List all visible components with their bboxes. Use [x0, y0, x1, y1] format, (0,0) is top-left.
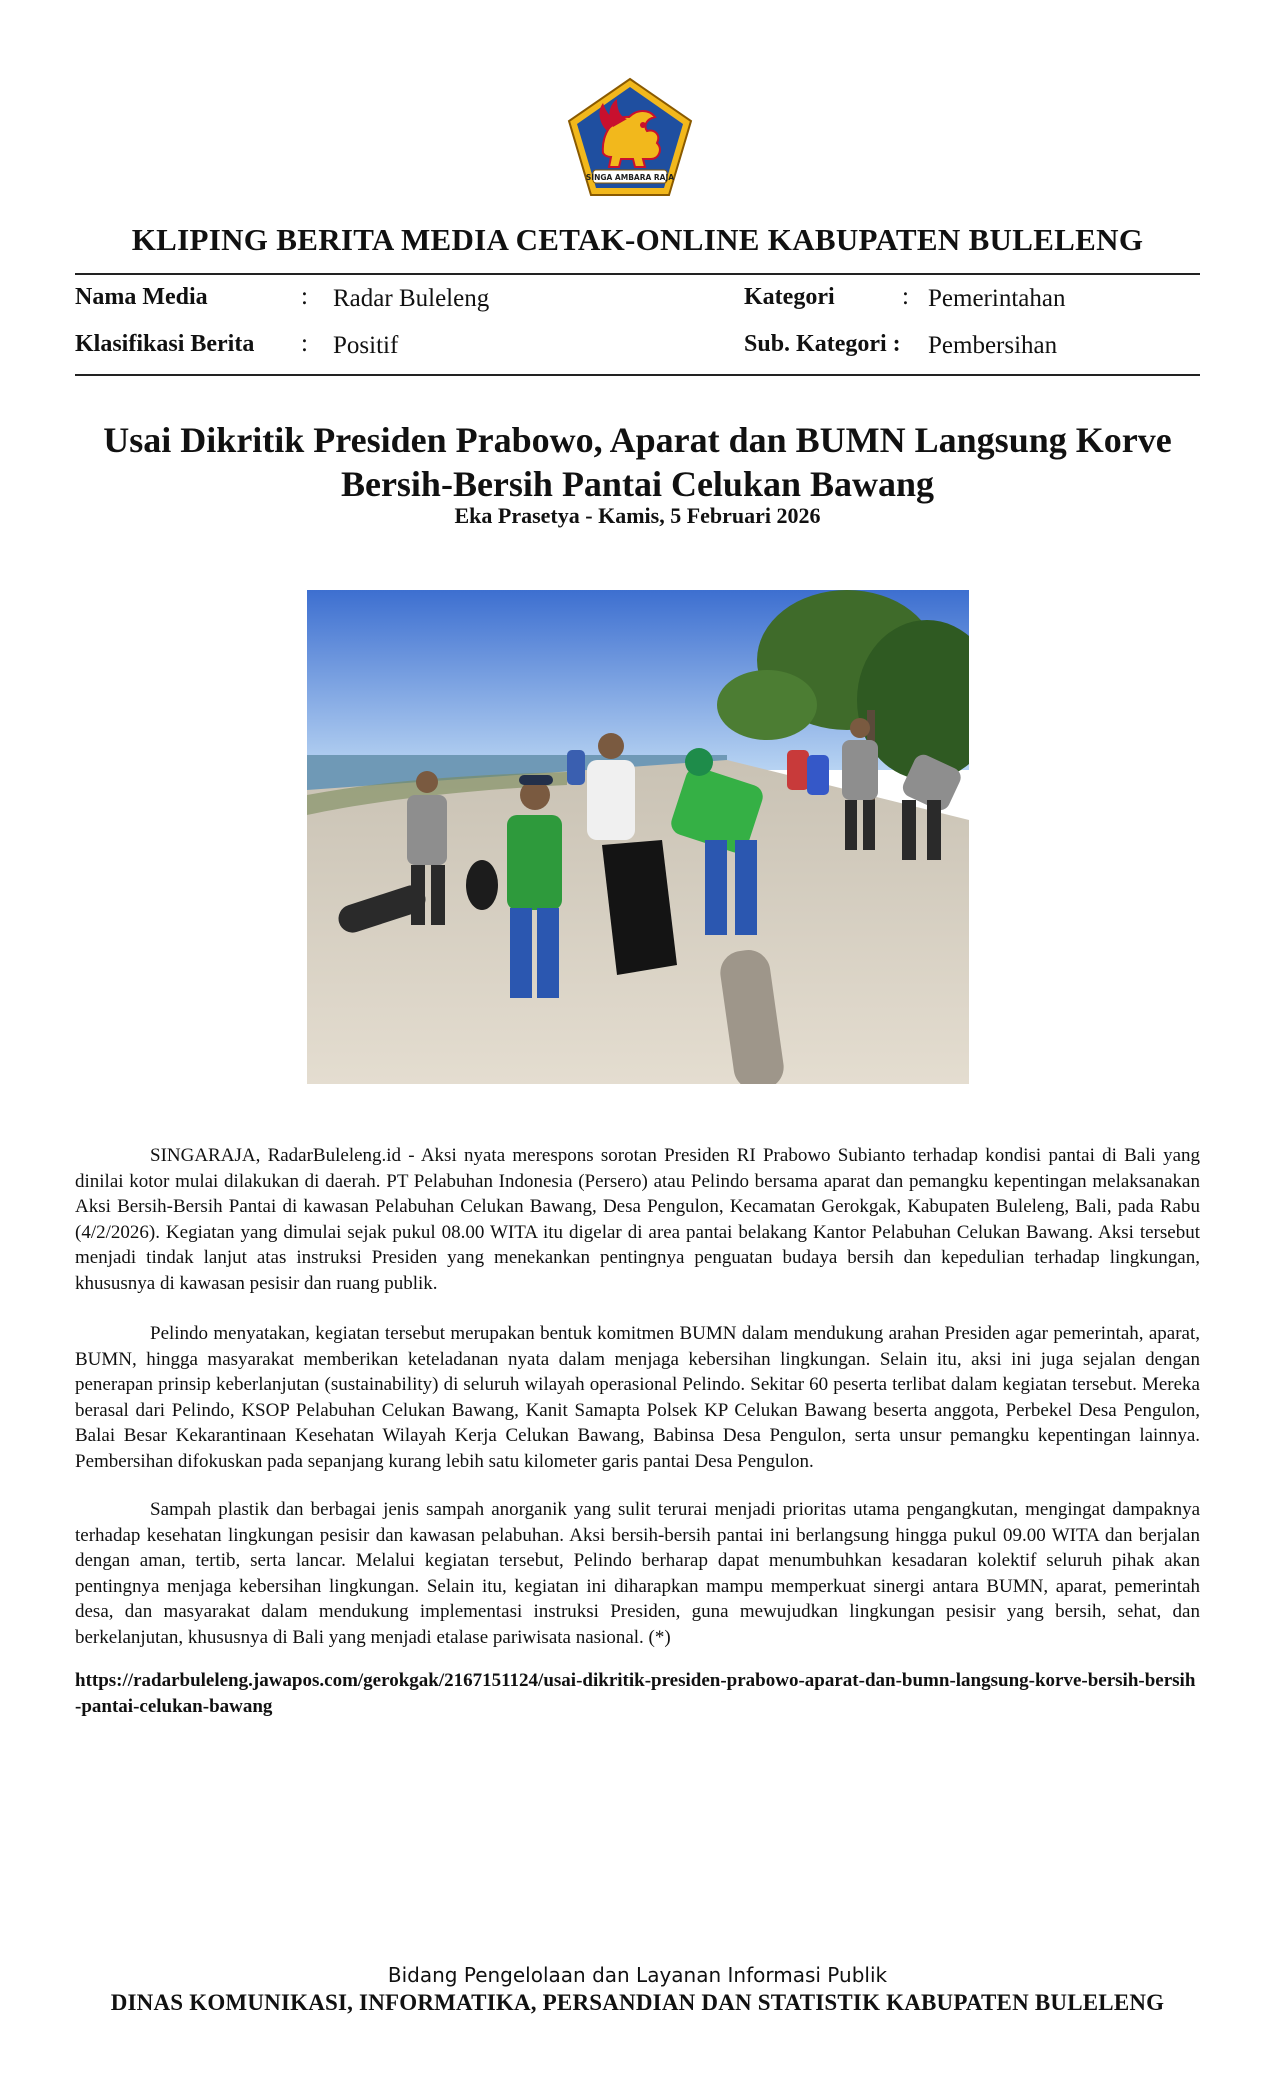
article-paragraph-2: Pelindo menyatakan, kegiatan tersebut merupakan bentuk komitmen BUMN dalam mendukung arahan Presiden agar pemerintah, aparat, BUMN, hingga masyarakat memberikan keteladanan nyata dalam menjaga kebersihan lingkungan. Selain itu, aksi ini juga sejalan dengan penerapan prinsip keberlanjutan (sustainability) di seluruh wilayah operasional Pelindo. Sekitar 60 peserta terlibat dalam kegiatan tersebut. Mereka berasal dari Pelindo, KSOP Pelabuhan Celukan Bawang, Kanit Samapta Polsek KP Celukan Bawang beserta anggota, Perbekel Desa Pengulon, Balai Besar Kekarantinaan Kesehatan Wilayah Kerja Celukan Bawang, Babinsa Desa Pengulon, serta unsur pemangku kepentingan lainnya. Pembersihan difokuskan pada sepanjang kurang lebih satu kilometer garis pantai Desa Pengulon. [75, 1323, 1200, 1472]
article-paragraph-1: SINGARAJA, RadarBuleleng.id - Aksi nyata merespons sorotan Presiden RI Prabowo Subianto terhadap kondisi pantai di Bali yang dinilai kotor mulai dilakukan di daerah. PT Pelabuhan Indonesia (Persero) atau Pelindo bersama aparat dan pemangku kepentingan melaksanakan Aksi Bersih-Bersih Pantai di kawasan Pelabuhan Celukan Bawang, Desa Pengulon, Kecamatan Gerokgak, Kabupaten Buleleng, Bali, pada Rabu (4/2/2026). Kegiatan yang dimulai sejak pukul 08.00 WITA itu digelar di area pantai belakang Kantor Pelabuhan Celukan Bawang. Aksi tersebut menjadi tindak lanjut atas instruksi Presiden yang menekankan pentingnya penguatan budaya bersih dan kepedulian terhadap lingkungan, khususnya di kawasan pesisir dan ruang publik. [75, 1145, 1200, 1294]
article-photo [307, 590, 969, 1084]
emblem-motto: SINGA AMBARA RAJA [585, 173, 675, 182]
kategori-value: Pemerintahan [928, 285, 1066, 312]
nama-media-value: Radar Buleleng [333, 285, 490, 312]
klasifikasi-label: Klasifikasi Berita [75, 331, 255, 357]
article-title-line1: Usai Dikritik Presiden Prabowo, Aparat dan BUMN Langsung Korve [103, 420, 1172, 460]
source-url-link[interactable]: https://radarbuleleng.jawapos.com/gerokgak/2167151124/usai-dikritik-presiden-prabowo-aparat-dan-bumn-langsung-korve-bersih-bersih-pantai-celukan-bawang [75, 1670, 1196, 1717]
nama-media-label: Nama Media [75, 284, 208, 310]
article-title [75, 418, 1200, 506]
meta-bottom-divider [75, 374, 1200, 376]
kategori-label: Kategori [744, 284, 835, 310]
footer-agency: DINAS KOMUNIKASI, INFORMATIKA, PERSANDIAN DAN STATISTIK KABUPATEN BULELENG [110, 1990, 1165, 2015]
article-byline: Eka Prasetya - Kamis, 5 Februari 2026 [454, 503, 821, 528]
beach-cleanup-photo [307, 590, 969, 1084]
klasifikasi-value: Positif [333, 332, 399, 359]
sub-kategori-label: Sub. Kategori : [744, 331, 901, 357]
nama-media-separator: : [301, 283, 308, 310]
article-paragraph-3: Sampah plastik dan berbagai jenis sampah anorganik yang sulit terurai menjadi prioritas utama pengangkutan, mengingat dampaknya terhadap kesehatan lingkungan pesisir dan kawasan pelabuhan. Aksi bersih-bersih pantai ini berlangsung hingga pukul 09.00 WITA dan berjalan dengan aman, tertib, serta lancar. Melalui kegiatan tersebut, Pelindo berharap dapat menumbuhkan kesadaran kolektif seluruh pihak akan pentingnya menjaga kebersihan lingkungan. Selain itu, kegiatan ini diharapkan mampu memperkuat sinergi antara BUMN, aparat, pemerintah desa, dan masyarakat dalam mendukung implementasi instruksi Presiden, guna mewujudkan lingkungan pesisir yang bersih, sehat, dan berkelanjutan, khususnya di Bali yang menjadi etalase pariwisata nasional. (*) [75, 1499, 1200, 1648]
buleleng-emblem-logo [563, 75, 697, 199]
emblem-icon [563, 75, 697, 199]
top-divider [75, 273, 1200, 275]
sub-kategori-value: Pembersihan [928, 332, 1058, 359]
kategori-separator: : [902, 283, 909, 310]
article-title-line2: Bersih-Bersih Pantai Celukan Bawang [340, 464, 935, 504]
footer-department: Bidang Pengelolaan dan Layanan Informasi Publik [387, 1963, 888, 1987]
clipping-header-title: KLIPING BERITA MEDIA CETAK-ONLINE KABUPATEN BULELENG [131, 222, 1144, 257]
klasifikasi-separator: : [301, 330, 308, 357]
